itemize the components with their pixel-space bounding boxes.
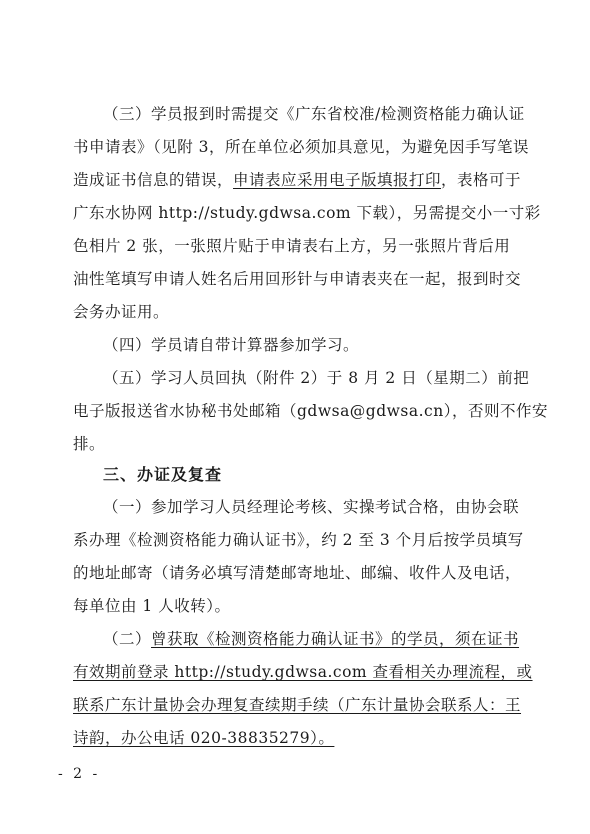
section-3-paragraph-2-line-3: 联系广东计量协会办理复查续期手续（广东计量协会联系人：王 — [73, 696, 522, 714]
section-3-paragraph-2-line-4: 诗韵，办公电话 020-38835279）。 — [73, 729, 335, 747]
paragraph-3-line-3 — [73, 170, 521, 190]
paragraph-3-line-3-text: 造成证书信息的错误， — [73, 171, 234, 189]
underlined-requirement: 申请表应采用电子版填报打印 — [233, 171, 442, 189]
paragraph-3-line-6: 油性笔填写申请人姓名后用回形针与申请表夹在一起，报到时交 — [73, 270, 522, 288]
paragraph-3-line-4: 广东水协网 http://study.gdwsa.com 下载），另需提交小一寸彩 — [73, 204, 541, 222]
section-3-paragraph-2-prefix: （二） — [103, 630, 152, 648]
paragraph-3-line-2: 书申请表》（见附 3，所在单位必须加具意见，为避免因手写笔误 — [73, 138, 530, 156]
paragraph-3-line-3-tail: ，表格可于 — [441, 171, 522, 189]
page-number: - 2 - — [58, 766, 101, 782]
section-3-paragraph-1-line-1: （一）参加学习人员经理论考核、实操考试合格，由协会联 — [103, 498, 520, 516]
paragraph-3-line-1: （三）学员报到时需提交《广东省校准/检测资格能力确认证 — [103, 105, 525, 123]
paragraph-3-line-7: 会务办证用。 — [73, 303, 170, 321]
paragraph-5-line-1: （五）学习人员回执（附件 2）于 8 月 2 日（星期二）前把 — [103, 369, 530, 387]
section-3-heading: 三、办证及复查 — [103, 465, 223, 484]
section-3-paragraph-1-line-2: 系办理《检测资格能力确认证书》，约 2 至 3 个月后按学员填写 — [73, 531, 524, 549]
paragraph-3-line-5: 色相片 2 张，一张照片贴于申请表右上方，另一张照片背后用 — [73, 237, 511, 255]
underlined-renewal-text: 曾获取《检测资格能力确认证书》的学员，须在证书 — [151, 630, 520, 648]
section-3-paragraph-2-line-2: 有效期前登录 http://study.gdwsa.com 查看相关办理流程，或 — [73, 663, 533, 681]
paragraph-5-line-2: 电子版报送省水协秘书处邮箱（gdwsa@gdwsa.cn），否则不作安 — [73, 402, 548, 420]
section-3-paragraph-1-line-4: 每单位由 1 人收转）。 — [73, 597, 231, 615]
section-3-paragraph-1-line-3: 的地址邮寄（请务必填写清楚邮寄地址、邮编、收件人及电话， — [73, 564, 522, 582]
paragraph-5-line-3: 排。 — [73, 435, 106, 453]
section-3-paragraph-2-line-1 — [103, 629, 519, 649]
paragraph-4-line-1: （四）学员请自带计算器参加学习。 — [103, 336, 360, 354]
